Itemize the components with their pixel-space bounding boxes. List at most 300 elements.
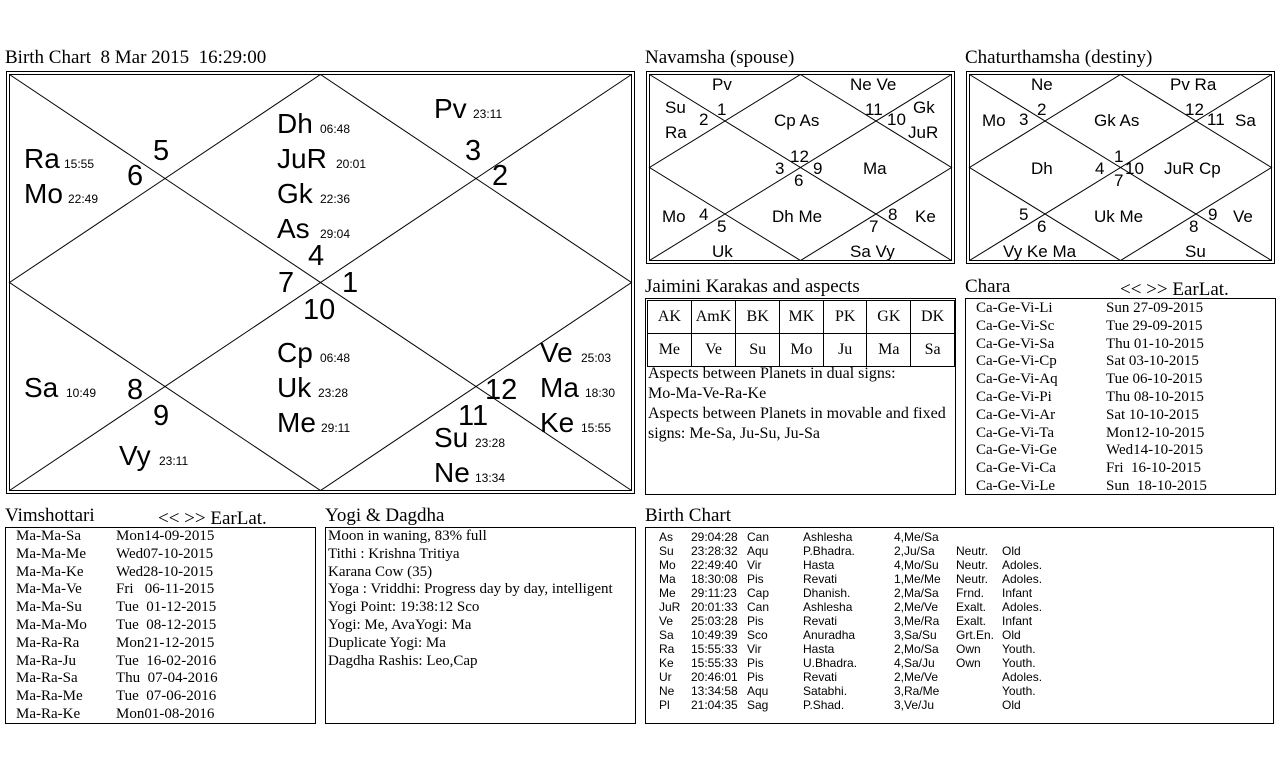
karaka-header: BK — [736, 301, 780, 334]
cell-avastha: Infant — [1002, 586, 1033, 600]
vimshottari-row-date: Tue 08-12-2015 — [116, 616, 217, 633]
svg-text:Pv: Pv — [434, 93, 467, 124]
vimshottari-row[interactable] — [16, 688, 218, 706]
cell-longitude: 15:55:33 — [691, 656, 738, 670]
cell-longitude: 20:46:01 — [691, 670, 738, 684]
chara-row[interactable] — [976, 460, 1207, 478]
cell-nakshatra: Satabhi. — [803, 684, 848, 698]
house-number: 9 — [153, 400, 170, 432]
cell-avastha: Adoles. — [1002, 572, 1043, 586]
planet-entry[interactable] — [540, 407, 611, 438]
vimshottari-row[interactable] — [16, 528, 218, 546]
house-number: 8 — [127, 374, 144, 406]
chara-row[interactable] — [976, 425, 1207, 443]
vimshottari-row-period: Ma-Ra-Me — [16, 688, 83, 705]
cell-longitude: 13:34:58 — [691, 684, 738, 698]
cell-planet: Ur — [659, 670, 672, 684]
house-number: 2 — [1037, 100, 1047, 119]
svg-text:Ve: Ve — [540, 337, 573, 368]
cell-sign: Sag — [747, 698, 769, 712]
aspects-movable-fixed: Aspects between Planets in movable and fixed signs: Me-Sa, Ju-Su, Ju-Sa — [648, 405, 946, 442]
cell-sign: Can — [747, 600, 770, 614]
house-number: 4 — [1095, 159, 1105, 178]
house-number: 9 — [813, 159, 823, 178]
vimshottari-row[interactable] — [16, 706, 218, 724]
chara-row-period: Ca-Ge-Vi-Pi — [976, 388, 1052, 405]
birth-table-row[interactable] — [659, 614, 1052, 628]
cell-planet: Ne — [659, 684, 675, 698]
house-number: 6 — [1037, 217, 1047, 236]
cell-planet: JuR — [659, 600, 681, 614]
svg-text:Mo: Mo — [24, 178, 63, 209]
planet-label: Ne — [1031, 75, 1053, 94]
house-number: 1 — [717, 100, 727, 119]
svg-text:20:01: 20:01 — [336, 157, 367, 171]
chara-row-period: Ca-Ge-Vi-Aq — [976, 371, 1058, 388]
karaka-value: Ma — [867, 334, 911, 367]
cell-dignity: Exalt. — [956, 614, 987, 628]
cell-avastha: Old — [1002, 628, 1021, 642]
cell-nakshatra: Dhanish. — [803, 586, 851, 600]
house-number: 12 — [485, 374, 518, 406]
vimshottari-row-period: Ma-Ma-Me — [16, 545, 86, 562]
cell-longitude: 23:28:32 — [691, 544, 738, 558]
birth-table-title: Birth Chart — [645, 505, 732, 526]
cell-planet: Ke — [659, 656, 674, 670]
karaka-header: GK — [867, 301, 911, 334]
vimshottari-row-date: Thu 07-04-2016 — [116, 670, 218, 687]
chara-row-date: Wed14-10-2015 — [1106, 442, 1204, 459]
svg-text:Me: Me — [277, 407, 316, 438]
cell-dignity: Grt.En. — [956, 628, 995, 642]
karaka-value: Su — [736, 334, 780, 367]
chara-row-date: Tue 29-09-2015 — [1106, 317, 1203, 334]
planet-label: Ve — [1233, 207, 1253, 226]
birth-table-row[interactable] — [659, 530, 1052, 544]
planet-label: Ra — [665, 123, 687, 142]
svg-text:As: As — [277, 213, 310, 244]
cell-sign: Vir — [747, 642, 762, 656]
house-number: 4 — [699, 205, 709, 224]
cell-sign: Can — [747, 530, 770, 544]
cell-nakshatra: U.Bhadra. — [803, 656, 858, 670]
cell-pada: 2,Ma/Sa — [894, 586, 939, 600]
chara-nav[interactable]: << >> EarLat. — [1120, 279, 1229, 300]
aspects-text — [648, 364, 948, 444]
planet-label: Pv Ra — [1170, 75, 1217, 94]
chara-row-period: Ca-Ge-Vi-Ta — [976, 424, 1055, 441]
cell-planet: Su — [659, 544, 674, 558]
cell-pada: 4,Mo/Su — [894, 558, 939, 572]
birth-table-row[interactable] — [659, 628, 1052, 642]
planet-entry[interactable] — [277, 337, 350, 368]
vimshottari-row[interactable] — [16, 617, 218, 635]
planet-label: Dh — [1031, 159, 1053, 178]
vimshottari-row[interactable] — [16, 653, 218, 671]
svg-text:22:36: 22:36 — [320, 192, 351, 206]
vimshottari-row-date: Tue 16-02-2016 — [116, 652, 217, 669]
yogi-line: Yoga : Vriddhi: Progress day by day, intelligent — [328, 581, 613, 598]
cell-dignity: Neutr. — [956, 558, 989, 572]
house-number: 5 — [717, 217, 727, 236]
birth-table-row[interactable] — [659, 656, 1052, 670]
house-number: 8 — [1189, 217, 1199, 236]
birth-table — [645, 527, 1274, 724]
vimshottari-nav[interactable]: << >> EarLat. — [158, 508, 267, 529]
cell-pada: 4,Me/Sa — [894, 530, 939, 544]
chara-row[interactable] — [976, 353, 1207, 371]
chara-row-date: Thu 08-10-2015 — [1106, 388, 1204, 405]
cell-avastha: Old — [1002, 698, 1021, 712]
chara-list — [965, 298, 1276, 495]
cell-longitude: 21:04:35 — [691, 698, 738, 712]
cell-sign: Cap — [747, 586, 770, 600]
svg-text:15:55: 15:55 — [581, 421, 612, 435]
chara-row-period: Ca-Ge-Vi-Sc — [976, 317, 1055, 334]
birth-table-row[interactable] — [659, 642, 1052, 656]
planet-entry[interactable] — [24, 143, 94, 174]
chara-row-date: Thu 01-10-2015 — [1106, 335, 1204, 352]
chara-row[interactable] — [976, 389, 1207, 407]
svg-text:25:03: 25:03 — [581, 351, 612, 365]
vimshottari-row-date: Wed07-10-2015 — [116, 545, 214, 562]
yogi-lines — [328, 528, 628, 670]
cell-avastha: Old — [1002, 544, 1021, 558]
chara-row-date: Fri 16-10-2015 — [1106, 460, 1201, 477]
cell-pada: 3,Me/Ra — [894, 614, 940, 628]
house-number: 4 — [308, 240, 325, 272]
cell-avastha — [1002, 530, 1052, 544]
chara-row-date: Mon12-10-2015 — [1106, 424, 1205, 441]
planet-label: Dh Me — [772, 207, 823, 226]
cell-nakshatra: Revati — [803, 670, 838, 684]
cell-sign: Pis — [747, 614, 764, 628]
cell-avastha: Youth. — [1002, 642, 1036, 656]
planet-entry[interactable] — [277, 407, 350, 438]
house-number: 9 — [1208, 205, 1218, 224]
house-number: 7 — [1114, 171, 1124, 190]
chaturthamsha-chart[interactable] — [965, 70, 1276, 265]
planet-entry[interactable] — [434, 93, 502, 124]
svg-text:23:11: 23:11 — [159, 454, 189, 468]
planet-label: Su — [1185, 242, 1206, 261]
house-number: 11 — [1207, 110, 1225, 129]
chara-row-date: Sun 27-09-2015 — [1106, 300, 1204, 316]
house-number: 8 — [888, 205, 898, 224]
house-number: 3 — [1019, 110, 1029, 129]
house-number: 7 — [869, 217, 879, 236]
planet-label: Su — [665, 98, 686, 117]
birth-chart-title: Birth Chart 8 Mar 2015 16:29:00 — [5, 47, 267, 68]
vimshottari-row-date: Tue 07-06-2016 — [116, 688, 217, 705]
chara-row[interactable] — [976, 318, 1207, 336]
cell-pada: 4,Sa/Ju — [894, 656, 935, 670]
planet-label: Vy Ke Ma — [1003, 242, 1077, 261]
cell-planet: Pl — [659, 698, 670, 712]
birth-table-row[interactable] — [659, 586, 1052, 600]
chara-title: Chara — [965, 276, 1011, 297]
house-number: 3 — [465, 135, 482, 167]
chaturthamsha-title: Chaturthamsha (destiny) — [965, 47, 1153, 68]
birth-table-row[interactable] — [659, 684, 1052, 698]
cell-dignity — [956, 698, 1002, 712]
vimshottari-row-period: Ma-Ra-Ke — [16, 705, 81, 722]
svg-text:29:11: 29:11 — [321, 421, 351, 435]
planet-entry[interactable] — [277, 108, 350, 139]
karaka-value: Ju — [823, 334, 867, 367]
cell-nakshatra: Anuradha — [803, 628, 856, 642]
planet-entry[interactable] — [277, 372, 348, 403]
yogi-line: Dagdha Rashis: Leo,Cap — [328, 652, 478, 669]
planet-label: Uk Me — [1094, 207, 1144, 226]
yogi-line: Duplicate Yogi: Ma — [328, 634, 446, 651]
birth-table-row[interactable] — [659, 670, 1052, 684]
planet-entry[interactable] — [24, 372, 96, 403]
cell-longitude: 10:49:39 — [691, 628, 738, 642]
yogi-line: Yogi Point: 19:38:12 Sco — [328, 599, 480, 616]
birth-table-rows — [659, 530, 1052, 712]
cell-dignity: Neutr. — [956, 572, 989, 586]
cell-longitude: 18:30:08 — [691, 572, 738, 586]
vimshottari-title: Vimshottari — [5, 505, 95, 526]
chara-row-period: Ca-Ge-Vi-Li — [976, 300, 1053, 316]
planet-label: Mo — [982, 111, 1006, 130]
cell-avastha: Adoles. — [1002, 558, 1043, 572]
vimshottari-row[interactable] — [16, 546, 218, 564]
vimshottari-list — [5, 527, 316, 724]
house-number: 6 — [127, 160, 144, 192]
karaka-header: DK — [911, 301, 955, 334]
cell-sign: Pis — [747, 670, 764, 684]
svg-text:Uk: Uk — [277, 372, 312, 403]
aspects-dual-list: Mo-Ma-Ve-Ra-Ke — [648, 385, 767, 402]
chara-rows — [976, 300, 1207, 496]
yogi-line: Tithi : Krishna Tritiya — [328, 545, 460, 562]
cell-pada: 2,Mo/Sa — [894, 642, 939, 656]
planet-entry[interactable] — [540, 337, 611, 368]
chara-row-period: Ca-Ge-Vi-Ca — [976, 460, 1056, 477]
svg-text:15:55: 15:55 — [64, 157, 95, 171]
house-number: 10 — [1125, 159, 1144, 178]
planet-label: Mo — [662, 207, 686, 226]
yogi-line: Yogi: Me, AvaYogi: Ma — [328, 616, 472, 633]
svg-text:23:28: 23:28 — [318, 386, 349, 400]
yogi-line: Karana Cow (35) — [328, 563, 433, 580]
cell-pada: 3,Ra/Me — [894, 684, 940, 698]
planet-label: Ke — [915, 207, 936, 226]
planet-entry[interactable] — [277, 178, 350, 209]
planet-label: Ma — [863, 159, 887, 178]
svg-text:13:34: 13:34 — [475, 471, 506, 485]
karaka-header: MK — [779, 301, 823, 334]
chara-row-period: Ca-Ge-Vi-Cp — [976, 353, 1057, 370]
svg-text:10:49: 10:49 — [66, 386, 97, 400]
planet-entry[interactable] — [119, 440, 188, 471]
cell-pada: 2,Me/Ve — [894, 670, 939, 684]
house-number: 12 — [790, 147, 809, 166]
house-number: 5 — [153, 135, 170, 167]
cell-longitude: 29:04:28 — [691, 530, 738, 544]
svg-text:23:11: 23:11 — [473, 107, 503, 121]
chara-row-date: Sun 18-10-2015 — [1106, 477, 1207, 494]
cell-dignity: Own — [956, 656, 981, 670]
yogi-panel — [325, 527, 636, 724]
cell-sign: Sco — [747, 628, 768, 642]
svg-text:Cp: Cp — [277, 337, 313, 368]
cell-longitude: 29:11:23 — [691, 586, 737, 600]
cell-pada: 2,Ju/Sa — [894, 544, 935, 558]
vimshottari-row[interactable] — [16, 670, 218, 688]
chara-row[interactable] — [976, 300, 1207, 318]
karaka-header: PK — [823, 301, 867, 334]
cell-dignity: Frnd. — [956, 586, 985, 600]
vimshottari-row-date: Mon14-09-2015 — [116, 528, 215, 544]
cell-nakshatra: Hasta — [803, 642, 835, 656]
chara-row-period: Ca-Ge-Vi-Sa — [976, 335, 1055, 352]
svg-text:23:28: 23:28 — [475, 436, 506, 450]
house-number: 10 — [887, 110, 906, 129]
house-number: 6 — [794, 171, 804, 190]
cell-planet: Ma — [659, 572, 676, 586]
cell-dignity: Neutr. — [956, 544, 989, 558]
cell-sign: Pis — [747, 656, 764, 670]
cell-planet: Mo — [659, 558, 676, 572]
cell-avastha: Youth. — [1002, 656, 1036, 670]
yogi-line: Moon in waning, 83% full — [328, 528, 487, 544]
cell-dignity: Own — [956, 642, 981, 656]
vimshottari-rows — [16, 528, 218, 724]
vimshottari-row[interactable] — [16, 581, 218, 599]
aspects-dual-heading: Aspects between Planets in dual signs: — [648, 365, 896, 382]
karaka-value: Me — [648, 334, 692, 367]
karaka-value: Mo — [779, 334, 823, 367]
birth-chart-diagram[interactable] — [5, 70, 636, 495]
house-number: 11 — [865, 100, 883, 119]
birth-table-row[interactable] — [659, 558, 1052, 572]
cell-planet: As — [659, 530, 674, 544]
planet-label: Uk — [712, 242, 733, 261]
planet-entry[interactable] — [24, 178, 98, 209]
chara-row[interactable] — [976, 371, 1207, 389]
cell-sign: Vir — [747, 558, 762, 572]
chara-row[interactable] — [976, 336, 1207, 354]
house-number: 2 — [699, 110, 709, 129]
navamsha-title: Navamsha (spouse) — [645, 47, 795, 68]
chara-row[interactable] — [976, 442, 1207, 460]
cell-planet: Ve — [659, 614, 674, 628]
planet-label: Ne Ve — [850, 75, 897, 94]
cell-nakshatra: Revati — [803, 572, 838, 586]
planet-label: JuR Cp — [1164, 159, 1221, 178]
cell-dignity — [956, 684, 1002, 698]
navamsha-chart[interactable] — [645, 70, 956, 265]
karakas-table — [647, 300, 955, 367]
house-number: 1 — [342, 267, 359, 299]
cell-nakshatra: P.Bhadra. — [803, 544, 855, 558]
planet-label: JuR — [908, 123, 939, 142]
svg-text:22:49: 22:49 — [68, 192, 99, 206]
cell-longitude: 25:03:28 — [691, 614, 738, 628]
cell-sign: Aqu — [747, 544, 769, 558]
birth-table-row[interactable] — [659, 698, 1052, 712]
cell-planet: Sa — [659, 628, 674, 642]
svg-text:Ke: Ke — [540, 407, 575, 438]
chara-row-date: Tue 06-10-2015 — [1106, 371, 1203, 388]
cell-dignity — [956, 670, 1002, 684]
cell-nakshatra: Hasta — [803, 558, 835, 572]
house-number: 10 — [303, 294, 336, 326]
vimshottari-row-period: Ma-Ra-Sa — [16, 670, 78, 687]
vimshottari-row[interactable] — [16, 564, 218, 582]
cell-sign: Pis — [747, 572, 764, 586]
cell-avastha: Adoles. — [1002, 600, 1043, 614]
karaka-value: Sa — [911, 334, 955, 367]
cell-avastha: Infant — [1002, 614, 1033, 628]
yogi-title: Yogi & Dagdha — [325, 505, 445, 526]
cell-longitude: 15:55:33 — [691, 642, 738, 656]
house-number: 3 — [775, 159, 785, 178]
svg-text:06:48: 06:48 — [320, 351, 351, 365]
cell-avastha: Youth. — [1002, 684, 1036, 698]
planet-label: Pv — [712, 75, 732, 94]
cell-longitude: 22:49:40 — [691, 558, 738, 572]
karaka-value: Ve — [691, 334, 736, 367]
vimshottari-row[interactable] — [16, 599, 218, 617]
svg-text:Vy: Vy — [119, 440, 151, 471]
svg-text:29:04: 29:04 — [320, 227, 351, 241]
planet-entry[interactable] — [434, 457, 505, 488]
house-number: 11 — [458, 400, 489, 432]
cell-sign: Aqu — [747, 684, 769, 698]
svg-text:Ra: Ra — [24, 143, 60, 174]
chara-row[interactable] — [976, 407, 1207, 425]
cell-pada: 3,Sa/Su — [894, 628, 937, 642]
chara-row-period: Ca-Ge-Vi-Ar — [976, 406, 1056, 423]
planet-label: Gk — [913, 98, 935, 117]
vimshottari-row-period: Ma-Ra-Ju — [16, 652, 76, 669]
vimshottari-row-date: Wed28-10-2015 — [116, 563, 214, 580]
chara-row-date: Sat 03-10-2015 — [1106, 353, 1199, 370]
chara-row-date: Sat 10-10-2015 — [1106, 406, 1199, 423]
cell-pada: 1,Me/Me — [894, 572, 941, 586]
karakas-title: Jaimini Karakas and aspects — [645, 276, 860, 297]
house-number: 12 — [1185, 100, 1204, 119]
karaka-header: AK — [648, 301, 692, 334]
cell-pada: 2,Me/Ve — [894, 600, 939, 614]
planet-label: Cp As — [774, 111, 820, 130]
svg-text:Gk: Gk — [277, 178, 313, 209]
house-number: 5 — [1019, 205, 1029, 224]
vimshottari-row-period: Ma-Ma-Sa — [16, 528, 81, 544]
vimshottari-row-period: Ma-Ma-Mo — [16, 616, 87, 633]
vimshottari-row[interactable] — [16, 635, 218, 653]
house-number: 1 — [1114, 147, 1124, 166]
cell-dignity — [956, 530, 1002, 544]
svg-text:Ma: Ma — [540, 372, 579, 403]
vimshottari-row-period: Ma-Ma-Ke — [16, 563, 84, 580]
planet-entry[interactable] — [540, 372, 615, 403]
cell-nakshatra: Ashlesha — [803, 600, 853, 614]
planet-entry[interactable] — [277, 143, 366, 174]
birth-table-row[interactable] — [659, 572, 1052, 586]
birth-table-row[interactable] — [659, 544, 1052, 558]
birth-table-row[interactable] — [659, 600, 1052, 614]
chara-row[interactable] — [976, 478, 1207, 496]
cell-pada: 3,Ve/Ju — [894, 698, 935, 712]
cell-planet: Me — [659, 586, 676, 600]
cell-nakshatra: Revati — [803, 614, 838, 628]
svg-text:Sa: Sa — [24, 372, 59, 403]
